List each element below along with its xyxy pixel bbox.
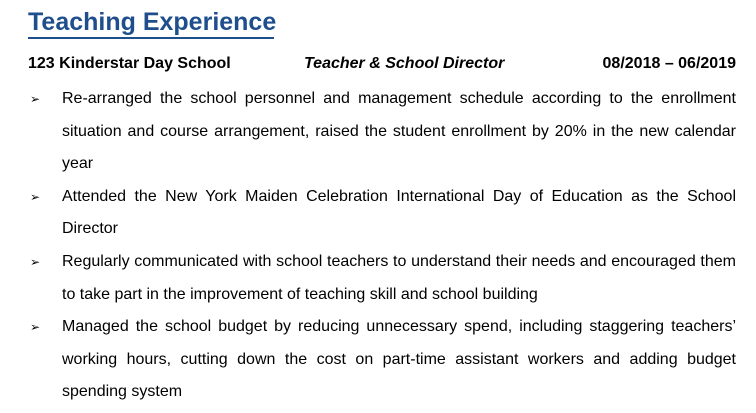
list-item xyxy=(28,311,736,409)
job-header xyxy=(28,55,736,77)
arrowhead-bullet-icon: ➢ xyxy=(30,254,41,269)
bullet-text: Attended the New York Maiden Celebration International Day of Education as the School Director xyxy=(62,187,736,238)
section-title: Teaching Experience xyxy=(28,8,277,36)
section-underline xyxy=(28,37,274,39)
arrowhead-bullet-icon: ➢ xyxy=(30,92,41,106)
list-item xyxy=(28,83,736,181)
list-item xyxy=(28,181,736,246)
resume-section xyxy=(28,0,736,409)
achievement-list xyxy=(28,83,736,409)
job-dates: 08/2018 – 06/2019 xyxy=(602,55,736,72)
list-item xyxy=(28,246,736,311)
bullet-text: Managed the school budget by reducing unnecessary spend, including staggering teachers’ working hours, cutting down the cost on part-time assistant workers and adding budget spending system xyxy=(62,318,736,401)
bullet-text: Regularly communicated with school teachers to understand their needs and encouraged them to take part in the improvement of teaching skill and school building xyxy=(62,252,736,303)
arrowhead-bullet-icon: ➢ xyxy=(30,189,41,204)
arrowhead-bullet-icon: ➢ xyxy=(30,320,41,335)
school-name: 123 Kinderstar Day School xyxy=(28,55,231,72)
bullet-text: Re-arranged the school personnel and management schedule according to the enrollment situation and course arrangement, raised the student enrollment by 20% in the new calendar year xyxy=(62,90,736,173)
job-role: Teacher & School Director xyxy=(304,55,505,72)
